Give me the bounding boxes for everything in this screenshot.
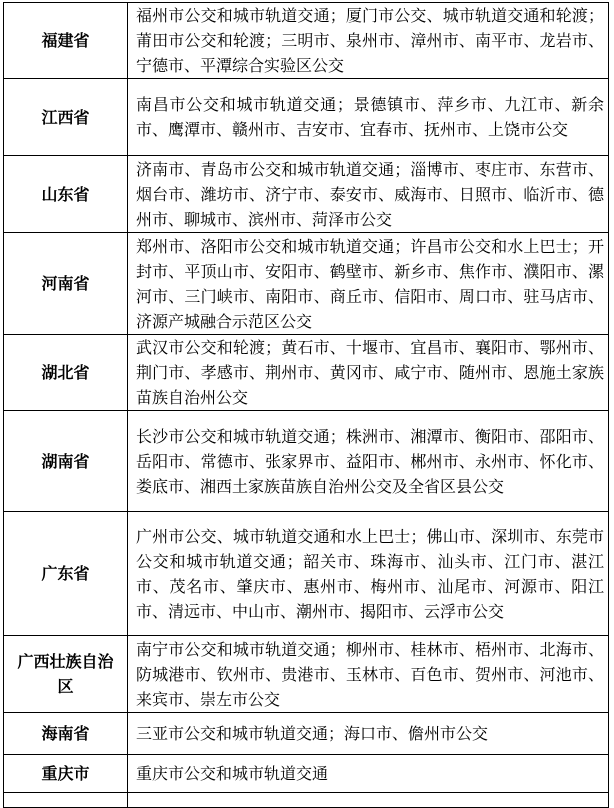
cities-cell: 南宁市公交和城市轨道交通；柳州市、桂林市、梧州市、北海市、防城港市、钦州市、贵港市、玉林市、百色市、贺州市、河池市、来宾市、崇左市公交 [128,636,609,713]
cities-cell: 重庆市公交和城市轨道交通 [128,755,609,793]
table-row [4,755,609,793]
province-cell: 广东省 [4,512,128,636]
province-cell: 广西壮族自治区 [4,636,128,713]
cities-cell: 郑州市、洛阳市公交和城市轨道交通；许昌市公交和水上巴士；开封市、平顶山市、安阳市、鹤壁市、新乡市、焦作市、濮阳市、漯河市、三门峡市、南阳市、商丘市、信阳市、周口市、驻马店市、济源产城融合示范区公交 [128,233,609,335]
table-row [4,512,609,636]
province-cell: 山东省 [4,156,128,233]
table-row [4,79,609,156]
cut-off-cell [4,793,128,808]
table-row [4,636,609,713]
province-cell: 海南省 [4,713,128,755]
province-cell: 河南省 [4,233,128,335]
table-row [4,233,609,335]
cities-cell: 济南市、青岛市公交和城市轨道交通；淄博市、枣庄市、东营市、烟台市、潍坊市、济宁市、泰安市、威海市、日照市、临沂市、德州市、聊城市、滨州市、菏泽市公交 [128,156,609,233]
cities-cell: 三亚市公交和城市轨道交通；海口市、儋州市公交 [128,713,609,755]
transit-city-table [3,2,609,808]
province-cell: 福建省 [4,3,128,79]
cities-cell: 长沙市公交和城市轨道交通；株洲市、湘潭市、衡阳市、邵阳市、岳阳市、常德市、张家界市、益阳市、郴州市、永州市、怀化市、娄底市、湘西土家族苗族自治州公交及全省区县公交 [128,411,609,512]
table-row [4,411,609,512]
cities-cell: 福州市公交和城市轨道交通；厦门市公交、城市轨道交通和轮渡；莆田市公交和轮渡；三明市、泉州市、漳州市、南平市、龙岩市、宁德市、平潭综合实验区公交 [128,3,609,79]
table-row [4,713,609,755]
table-row [4,156,609,233]
province-cell: 重庆市 [4,755,128,793]
table-row-partial [4,793,609,808]
table-row [4,335,609,411]
cities-cell: 武汉市公交和轮渡；黄石市、十堰市、宜昌市、襄阳市、鄂州市、荆门市、孝感市、荆州市、黄冈市、咸宁市、随州市、恩施土家族苗族自治州公交 [128,335,609,411]
cut-off-cell [128,793,609,808]
cities-cell: 广州市公交、城市轨道交通和水上巴士；佛山市、深圳市、东莞市公交和城市轨道交通；韶关市、珠海市、汕头市、江门市、湛江市、茂名市、肇庆市、惠州市、梅州市、汕尾市、河源市、阳江市、清远市、中山市、潮州市、揭阳市、云浮市公交 [128,512,609,636]
cities-cell: 南昌市公交和城市轨道交通；景德镇市、萍乡市、九江市、新余市、鹰潭市、赣州市、吉安市、宜春市、抚州市、上饶市公交 [128,79,609,156]
province-cell: 湖北省 [4,335,128,411]
province-cell: 湖南省 [4,411,128,512]
table-row [4,3,609,79]
province-cell: 江西省 [4,79,128,156]
